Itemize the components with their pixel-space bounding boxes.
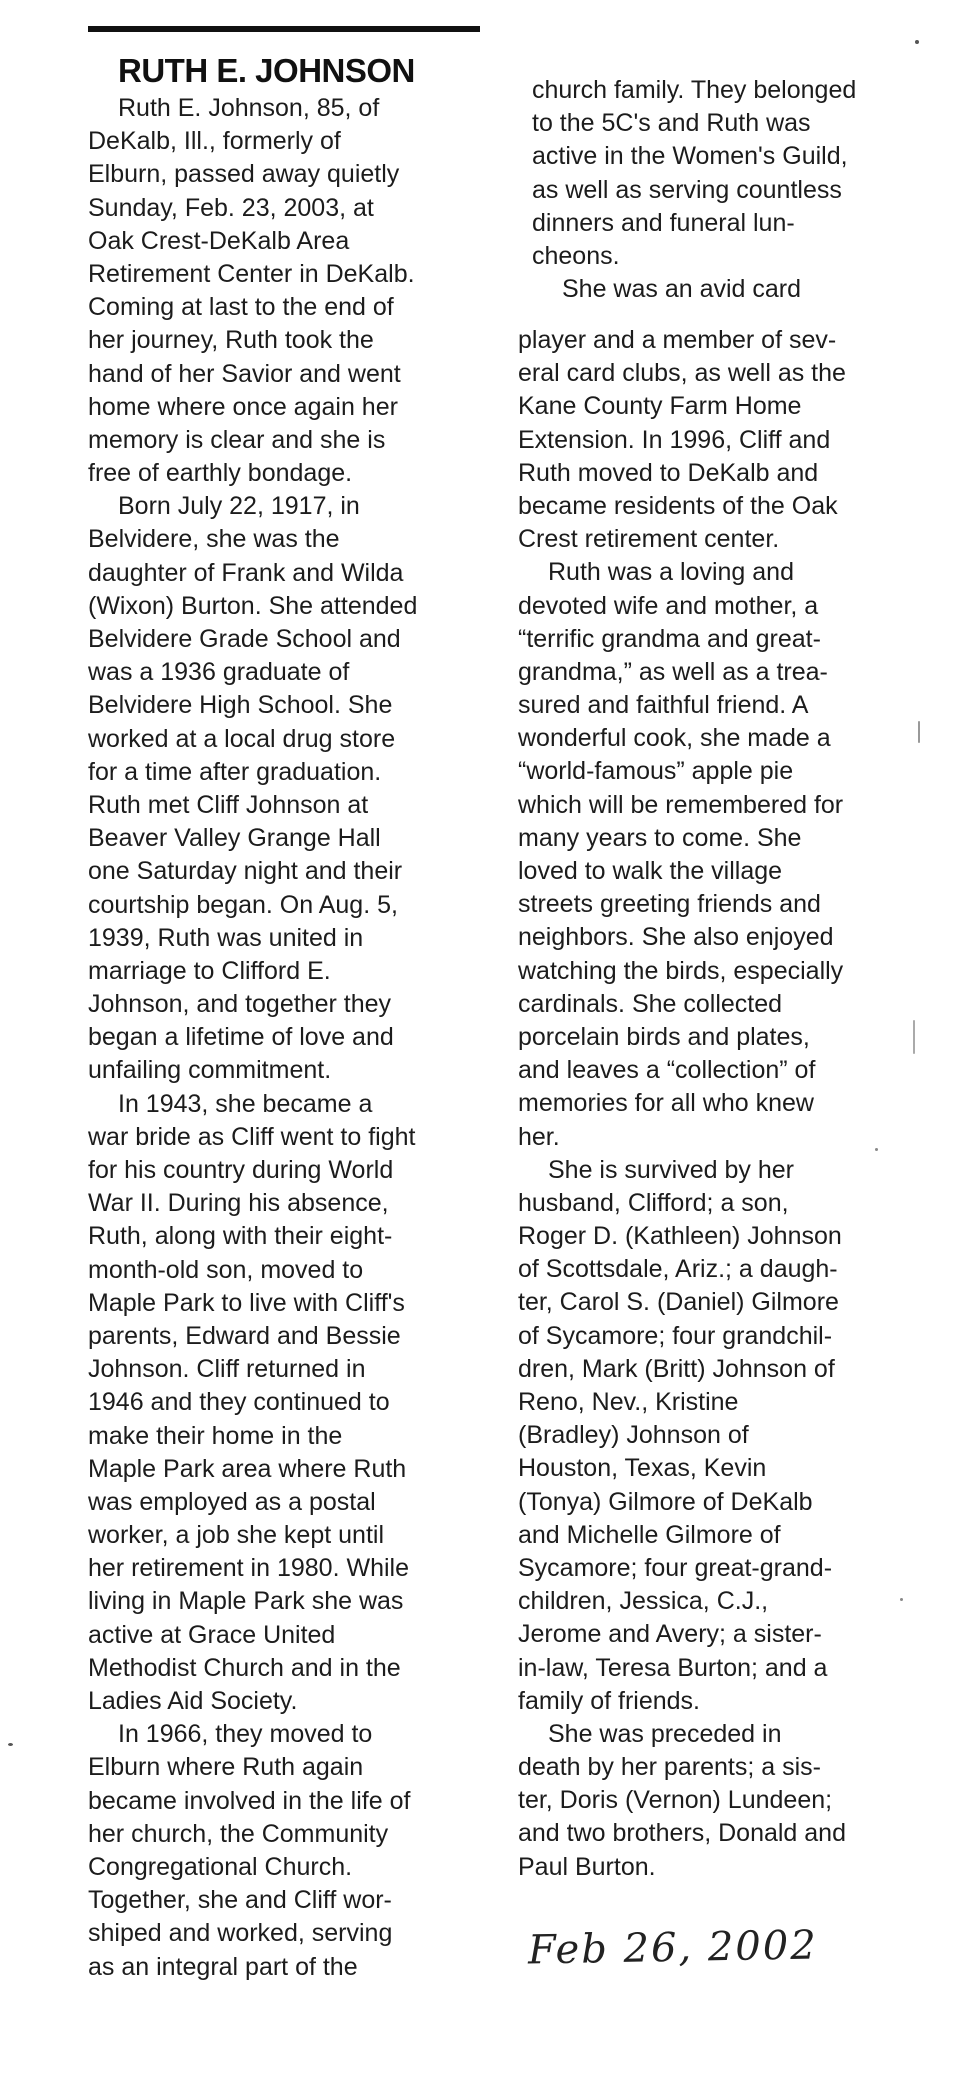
- scan-speck: [8, 1743, 13, 1746]
- article-line: wonderful cook, she made a: [518, 724, 831, 753]
- article-line: ter, Doris (Vernon) Lundeen;: [518, 1786, 833, 1815]
- article-line: Sunday, Feb. 23, 2003, at: [88, 193, 374, 222]
- article-line: worked at a local drug store: [88, 724, 396, 753]
- scan-speck: [913, 1020, 915, 1054]
- article-line: 1946 and they continued to: [88, 1388, 390, 1417]
- article-line: player and a member of sev-: [518, 326, 837, 354]
- article-column-right-bottom: [518, 324, 898, 1884]
- article-line: make their home in the: [88, 1421, 343, 1450]
- article-line: and Michelle Gilmore of: [518, 1520, 781, 1549]
- article-line: of Sycamore; four grandchil-: [518, 1321, 833, 1350]
- article-line: She is survived by her: [548, 1155, 794, 1184]
- article-line: Ladies Aid Society.: [88, 1687, 298, 1715]
- article-line: Kane County Farm Home: [518, 392, 802, 421]
- handwritten-date: Feb 26, 2002: [527, 1922, 819, 1974]
- article-line: dinners and funeral lun-: [532, 208, 795, 237]
- article-column-left: [88, 92, 468, 1984]
- article-line: Johnson. Cliff returned in: [88, 1355, 366, 1384]
- article-line: Ruth E. Johnson, 85, of: [118, 94, 380, 122]
- article-line: Elburn where Ruth again: [88, 1753, 364, 1782]
- article-line: her retirement in 1980. While: [88, 1554, 409, 1583]
- article-line: devoted wife and mother, a: [518, 591, 819, 620]
- article-line: and two brothers, Donald and: [518, 1819, 846, 1848]
- article-line: her journey, Ruth took the: [88, 326, 374, 355]
- article-line: Methodist Church and in the: [88, 1653, 401, 1682]
- article-line: many years to come. She: [518, 823, 802, 852]
- article-line: Ruth moved to DeKalb and: [518, 458, 819, 487]
- article-line: became involved in the life of: [88, 1786, 411, 1815]
- headline-rule: [88, 26, 480, 32]
- article-line: and leaves a “collection” of: [518, 1056, 816, 1085]
- article-line: Together, she and Cliff wor-: [88, 1886, 392, 1915]
- article-line: Oak Crest-DeKalb Area: [88, 226, 350, 255]
- article-line: DeKalb, Ill., formerly of: [88, 127, 341, 156]
- article-line: her.: [518, 1122, 560, 1151]
- article-line: Roger D. (Kathleen) Johnson: [518, 1222, 842, 1251]
- article-line: Sycamore; four great-grand-: [518, 1553, 833, 1582]
- article-line: loved to walk the village: [518, 857, 783, 885]
- article-line: Belvidere Grade School and: [88, 625, 401, 653]
- article-line: which will be remembered for: [518, 790, 844, 819]
- article-line: one Saturday night and their: [88, 857, 403, 886]
- article-line: for a time after graduation.: [88, 757, 382, 786]
- article-line: as an integral part of the: [88, 1952, 358, 1981]
- article-line: unfailing commitment.: [88, 1056, 332, 1085]
- article-line: as well as serving countless: [532, 175, 842, 204]
- article-line: She was preceded in: [548, 1719, 782, 1748]
- scan-speck: [915, 40, 919, 44]
- article-line: for his country during World: [88, 1156, 394, 1184]
- scan-speck: [875, 1148, 878, 1151]
- article-line: Reno, Nev., Kristine: [518, 1388, 739, 1416]
- article-line: Retirement Center in DeKalb.: [88, 259, 415, 288]
- article-line: dren, Mark (Britt) Johnson of: [518, 1354, 835, 1383]
- article-line: parents, Edward and Bessie: [88, 1321, 401, 1350]
- article-line: her church, the Community: [88, 1819, 389, 1848]
- article-line: cardinals. She collected: [518, 989, 783, 1018]
- article-line: Born July 22, 1917, in: [118, 492, 360, 521]
- scan-speck: [918, 721, 920, 743]
- article-line: was a 1936 graduate of: [88, 658, 350, 687]
- article-line: active in the Women's Guild,: [532, 142, 848, 171]
- article-line: of Scottsdale, Ariz.; a daugh-: [518, 1255, 838, 1284]
- article-line: church family. They belonged: [532, 76, 857, 104]
- article-line: streets greeting friends and: [518, 890, 821, 919]
- article-line: cheons.: [532, 241, 620, 270]
- article-line: husband, Clifford; a son,: [518, 1188, 789, 1217]
- article-line: hand of her Savior and went: [88, 359, 401, 388]
- article-line: “world-famous” apple pie: [518, 757, 794, 786]
- article-line: month-old son, moved to: [88, 1255, 364, 1284]
- article-line: Jerome and Avery; a sister-: [518, 1620, 822, 1649]
- article-line: living in Maple Park she was: [88, 1587, 404, 1616]
- article-line: Congregational Church.: [88, 1852, 353, 1881]
- article-line: shiped and worked, serving: [88, 1919, 393, 1948]
- obituary-headline: RUTH E. JOHNSON: [118, 52, 415, 89]
- article-line: Maple Park to live with Cliff's: [88, 1288, 405, 1317]
- article-line: ter, Carol S. (Daniel) Gilmore: [518, 1288, 839, 1317]
- article-line: war bride as Cliff went to fight: [88, 1122, 416, 1151]
- article-line: grandma,” as well as a trea-: [518, 657, 828, 686]
- article-line: Beaver Valley Grange Hall: [88, 824, 381, 853]
- article-line: free of earthly bondage.: [88, 459, 353, 488]
- article-line: memories for all who knew: [518, 1089, 814, 1118]
- article-line: Belvidere, she was the: [88, 525, 340, 554]
- article-line: became residents of the Oak: [518, 491, 838, 520]
- article-line: eral card clubs, as well as the: [518, 359, 846, 388]
- article-line: in-law, Teresa Burton; and a: [518, 1653, 828, 1682]
- article-line: Ruth met Cliff Johnson at: [88, 790, 369, 819]
- scan-speck: [900, 1598, 903, 1601]
- article-line: War II. During his absence,: [88, 1189, 389, 1218]
- article-line: Houston, Texas, Kevin: [518, 1454, 767, 1483]
- article-line: watching the birds, especially: [518, 956, 844, 985]
- article-line: worker, a job she kept until: [88, 1521, 384, 1550]
- article-line: Johnson, and together they: [88, 990, 392, 1019]
- article-line: Coming at last to the end of: [88, 293, 394, 322]
- article-line: Elburn, passed away quietly: [88, 160, 400, 189]
- article-line: Maple Park area where Ruth: [88, 1454, 407, 1483]
- article-column-right-top: [532, 74, 912, 306]
- article-line: children, Jessica, C.J.,: [518, 1587, 769, 1616]
- article-line: (Bradley) Johnson of: [518, 1421, 749, 1450]
- article-line: courtship began. On Aug. 5,: [88, 890, 398, 919]
- article-line: 1939, Ruth was united in: [88, 923, 364, 952]
- article-line: “terrific grandma and great-: [518, 624, 821, 653]
- article-line: sured and faithful friend. A: [518, 691, 809, 720]
- article-line: Crest retirement center.: [518, 525, 780, 554]
- article-line: active at Grace United: [88, 1620, 336, 1649]
- article-line: memory is clear and she is: [88, 425, 386, 454]
- article-line: home where once again her: [88, 392, 398, 421]
- article-line: Extension. In 1996, Cliff and: [518, 425, 831, 454]
- article-line: Belvidere High School. She: [88, 691, 393, 720]
- article-line: porcelain birds and plates,: [518, 1022, 810, 1051]
- article-line: (Tonya) Gilmore of DeKalb: [518, 1487, 813, 1516]
- article-line: family of friends.: [518, 1686, 701, 1715]
- article-line: She was an avid card: [562, 275, 802, 304]
- article-line: neighbors. She also enjoyed: [518, 923, 834, 952]
- article-line: (Wixon) Burton. She attended: [88, 591, 418, 620]
- article-line: death by her parents; a sis-: [518, 1753, 821, 1782]
- article-line: Paul Burton.: [518, 1852, 656, 1881]
- article-line: daughter of Frank and Wilda: [88, 558, 404, 587]
- article-line: marriage to Clifford E.: [88, 956, 331, 985]
- article-line: began a lifetime of love and: [88, 1023, 394, 1052]
- article-line: was employed as a postal: [88, 1487, 376, 1516]
- article-line: Ruth was a loving and: [548, 558, 794, 587]
- article-line: to the 5C's and Ruth was: [532, 109, 811, 138]
- article-line: In 1943, she became a: [118, 1089, 373, 1118]
- article-line: In 1966, they moved to: [118, 1720, 373, 1749]
- article-line: Ruth, along with their eight-: [88, 1222, 393, 1251]
